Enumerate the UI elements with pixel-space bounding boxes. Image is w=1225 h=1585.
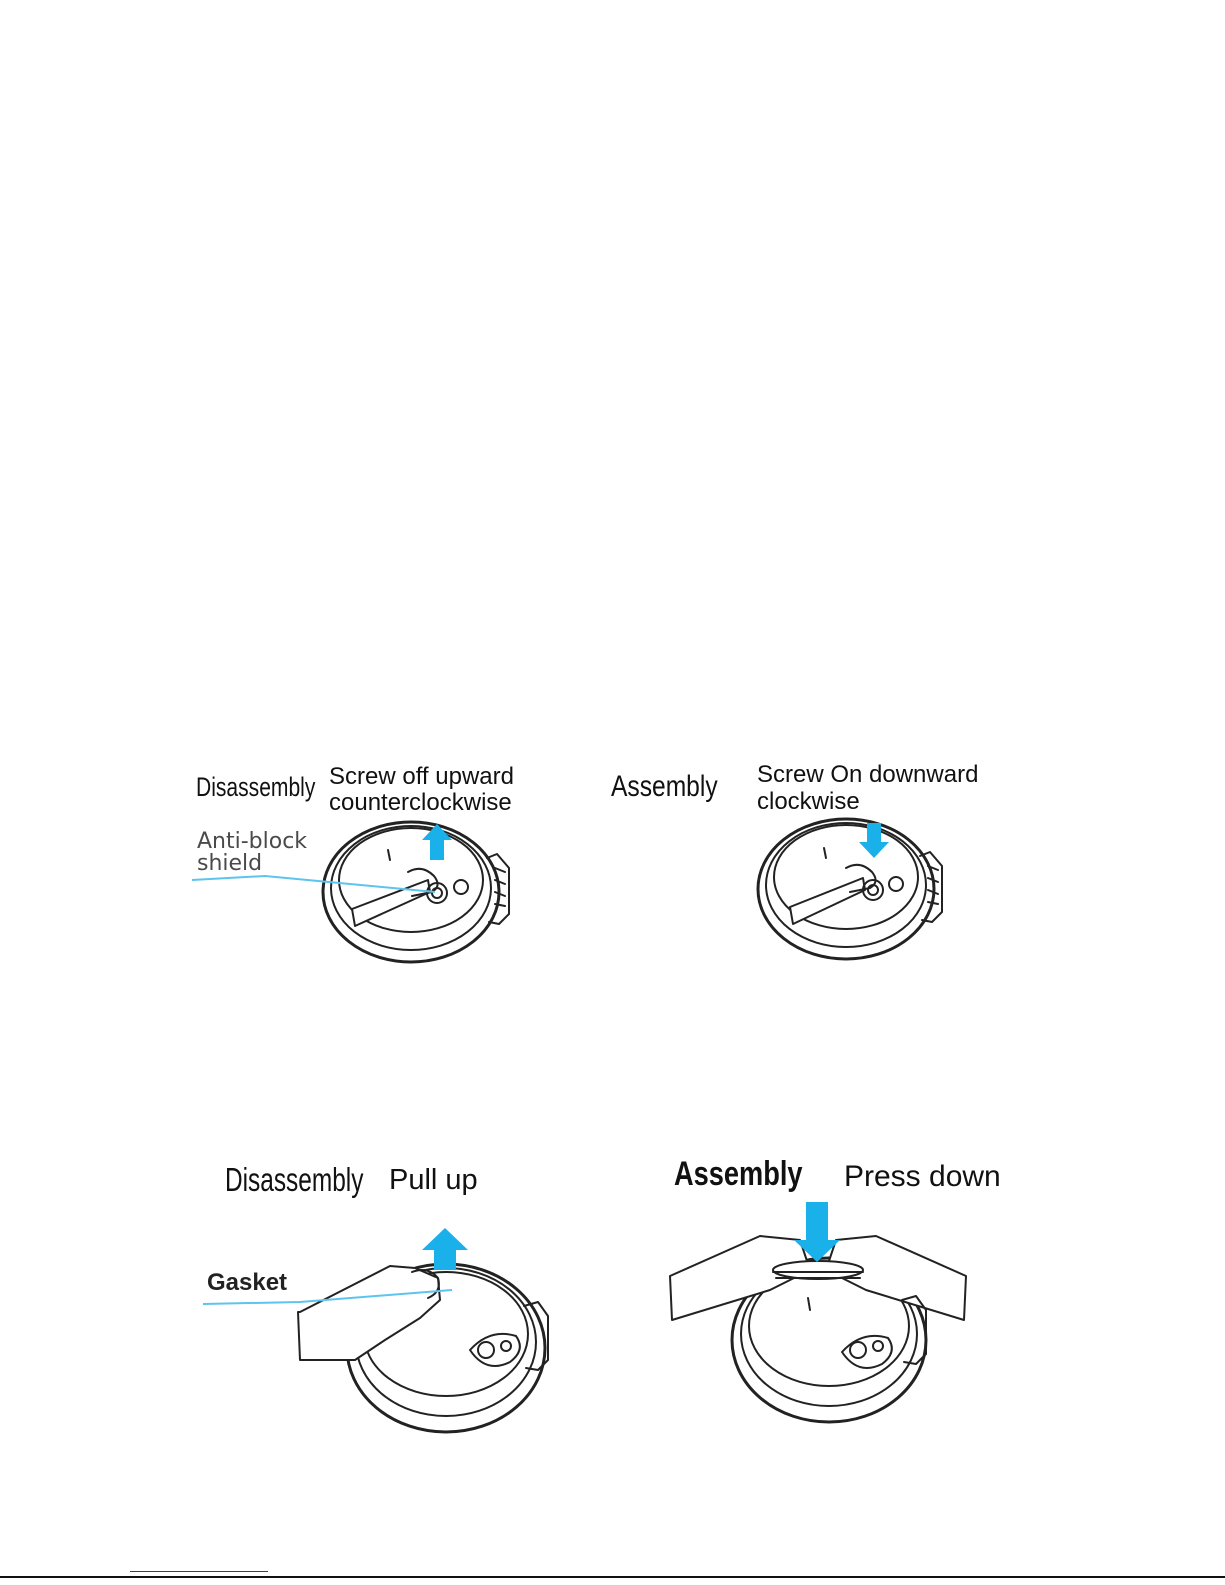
top-assembly-instruction-1: Screw On downward — [757, 761, 979, 788]
top-assembly-instruction-2: clockwise — [757, 788, 860, 815]
anti-block-callout-line — [192, 876, 435, 892]
gasket-assembly-illustration — [670, 1236, 966, 1422]
bottom-disassembly-title: Disassembly — [225, 1161, 364, 1198]
top-disassembly-title: Disassembly — [196, 772, 316, 802]
top-disassembly-instruction-2: counterclockwise — [329, 789, 512, 816]
bottom-disassembly-instruction: Pull up — [389, 1164, 478, 1196]
lid-assembly-illustration — [758, 819, 942, 959]
bottom-assembly-instruction: Press down — [844, 1160, 1001, 1193]
bottom-assembly-title: Assembly — [674, 1155, 803, 1193]
footer-rule — [0, 1576, 1225, 1578]
lid-disassembly-illustration — [323, 822, 509, 962]
anti-block-shield-callout-1: Anti-block — [197, 829, 308, 854]
arrow-down-icon — [859, 823, 889, 858]
gasket-disassembly-illustration — [298, 1264, 548, 1432]
top-disassembly-instruction-1: Screw off upward — [329, 763, 514, 790]
gasket-callout: Gasket — [207, 1269, 288, 1296]
footer-link-underline — [130, 1571, 268, 1572]
anti-block-shield-callout-2: shield — [197, 851, 263, 876]
top-assembly-title: Assembly — [611, 770, 718, 803]
